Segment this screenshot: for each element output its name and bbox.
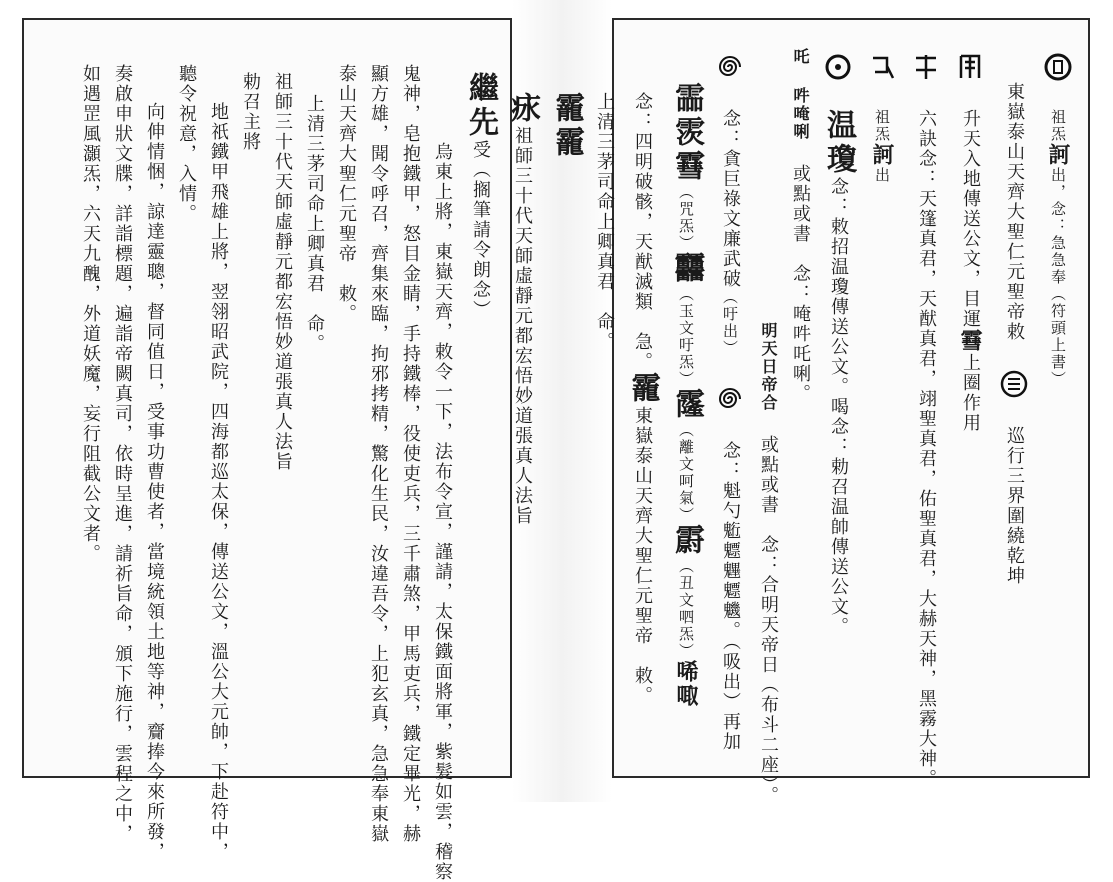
right-col-7-top: 吒 吽唵唎 (791, 48, 810, 141)
left-col-5: 泰山天齊大聖仁元聖帝 敕。 (336, 64, 357, 324)
right-col-4 (904, 42, 948, 789)
talisman-curl-icon (867, 52, 897, 82)
right-col-2 (992, 42, 1036, 756)
right-col-8 (708, 42, 752, 756)
right-col-9-text3: （離文呵氣） (677, 422, 695, 524)
left-col-2: 烏東上將，東嶽天齊，敕令一下，法布令宣，謹請，太保鐵面將軍，紫髮如雲，稽察 (432, 142, 453, 882)
right-col-7-side: 明天日帝合 (759, 322, 778, 412)
right-col-10-big: 靇 (625, 372, 660, 406)
left-col-11: 向伸情悃，諒達靈聰，督同值日，受事功曹使者，當境統領土地等神，齎捧今來所發， (144, 102, 165, 862)
left-col-12: 奏啟申狀文牒，詳詣標題，遍詣帝闕真司，依時呈進，請祈旨命，頒下施行，雲程之中， (112, 64, 133, 844)
left-page (22, 18, 512, 882)
left-col-7: 祖師三十代天師虛靜元都宏悟妙道張真人法旨 (272, 72, 293, 472)
right-col-7-side-text: 或點或書 念：合明天帝日（布斗二座）。 (758, 435, 779, 806)
right-col-7 (784, 42, 816, 756)
right-col-9-big2: 䨻 (669, 252, 704, 286)
right-col-3-glyph: 䨮 (957, 329, 983, 353)
talisman-glyph-icon (955, 52, 985, 82)
right-col-5-tail: 出 (873, 167, 891, 184)
right-col-10-tail: 東嶽泰山天齊大聖仁元聖帝 敕。 (632, 406, 653, 706)
left-col-3: 鬼神，皂抱鐵甲，怒目金睛，手持鐵棒，役使吏兵，三千肅煞，甲馬吏兵，鐵定畢光，赫 (400, 64, 421, 844)
right-col-13-text: 祖師三十代天師虛靜元都宏悟妙道張真人法旨 (512, 126, 533, 526)
right-col-9-text: （咒炁） (677, 184, 695, 252)
right-col-2-tail: 巡行三界圍繞乾坤 (1004, 426, 1025, 586)
left-col-1-text: 受（搁筆請令朗念） (470, 140, 491, 320)
left-col-13: 如遇罡風灝炁，六天九醜，外道妖魔，妄行阻截公文者。 (80, 64, 101, 564)
right-col-12-big: 靇靇 (549, 92, 584, 160)
right-col-2-text: 東嶽泰山天齊大聖仁元聖帝敕 (1004, 82, 1025, 342)
right-col-7b (752, 42, 784, 806)
right-col-5-mid: 訶 (869, 143, 895, 167)
left-col-10: 聽令祝意，入情。 (176, 64, 197, 224)
right-col-10 (620, 42, 664, 756)
talisman-mark-icon (911, 52, 941, 82)
left-col-1 (458, 42, 502, 756)
left-col-8: 勅召主將 (240, 72, 261, 152)
right-col-3 (948, 42, 992, 756)
right-col-8-text: 念：貪巨祿文廉武破 (720, 109, 741, 289)
right-col-7-text: 或點或書 念：唵吽吒唎。 (790, 164, 811, 404)
right-col-9-text2: （玉文吁炁） (677, 286, 695, 388)
spiral-seal-2-icon (715, 384, 745, 414)
right-col-9 (664, 42, 708, 756)
right-col-6 (816, 42, 860, 756)
right-col-1-mid: 訶 (1045, 143, 1071, 167)
talisman-circle-icon (1043, 52, 1073, 82)
right-col-10-text: 念：四明破骸，天猷滅類 急。 (632, 92, 653, 372)
right-col-8-tail: 念：魁勺䰢魒魓魒魕。（吸出）再加 (720, 441, 741, 752)
right-col-3-tail: 上圈作用 (960, 353, 981, 433)
left-title: 繼先 (463, 72, 498, 140)
circled-three-icon (999, 369, 1029, 399)
spiral-seal-icon (715, 52, 745, 82)
right-col-5-text: 祖炁 (873, 109, 891, 143)
right-col-9-big: 霝䨏䨮 (669, 82, 704, 184)
right-col-3-text: 升天入地傳送公文，目運 (960, 109, 981, 329)
right-page-columns (505, 42, 1080, 806)
left-col-4: 顯方雄，聞令呼召，齊集來臨，拘邪拷精，驚化生民，汝違吾令，上犯玄真，急急奉東嶽 (368, 64, 389, 844)
right-col-6-big: 温瓊 (821, 109, 856, 177)
right-col-12 (544, 42, 588, 756)
right-page (505, 18, 1090, 806)
left-page-columns (32, 42, 502, 882)
left-col-6: 上清三茅司命上卿真君 命。 (304, 94, 325, 354)
right-col-9-tail: 唏㖩 (673, 660, 699, 708)
right-col-6-text: 念：敕招温瓊傳送公文。喝念：勅召温帥傳送公文。 (828, 177, 849, 637)
right-col-9-text4: （丑文呬炁） (677, 558, 695, 660)
right-col-1-marker: 祖炁 (1049, 109, 1067, 143)
talisman-dot-circle-icon (823, 52, 853, 82)
right-col-1 (1036, 42, 1080, 756)
left-col-9: 地祇鐵甲飛雄上將，翌翎昭武院，四海都巡太保，傳送公文，溫公大元帥，下赴符中， (208, 102, 229, 862)
right-col-13-big: 㽷 (505, 92, 540, 126)
right-col-11: 上清三茅司命上卿真君 命。 (594, 92, 615, 352)
right-col-5 (860, 42, 904, 756)
right-col-9-big4: 霨 (669, 524, 704, 558)
right-col-13 (500, 42, 544, 756)
right-col-4-text: 六訣念：天篷真君，天猷真君，翊聖真君，佑聖真君，大赫天神，黑霧大神。 (916, 109, 937, 789)
right-col-8-mid: （吁出） (721, 289, 739, 357)
right-col-1-text: 出，念：急急奉（符頭上書） (1049, 167, 1067, 388)
right-col-9-big3: 霳 (669, 388, 704, 422)
